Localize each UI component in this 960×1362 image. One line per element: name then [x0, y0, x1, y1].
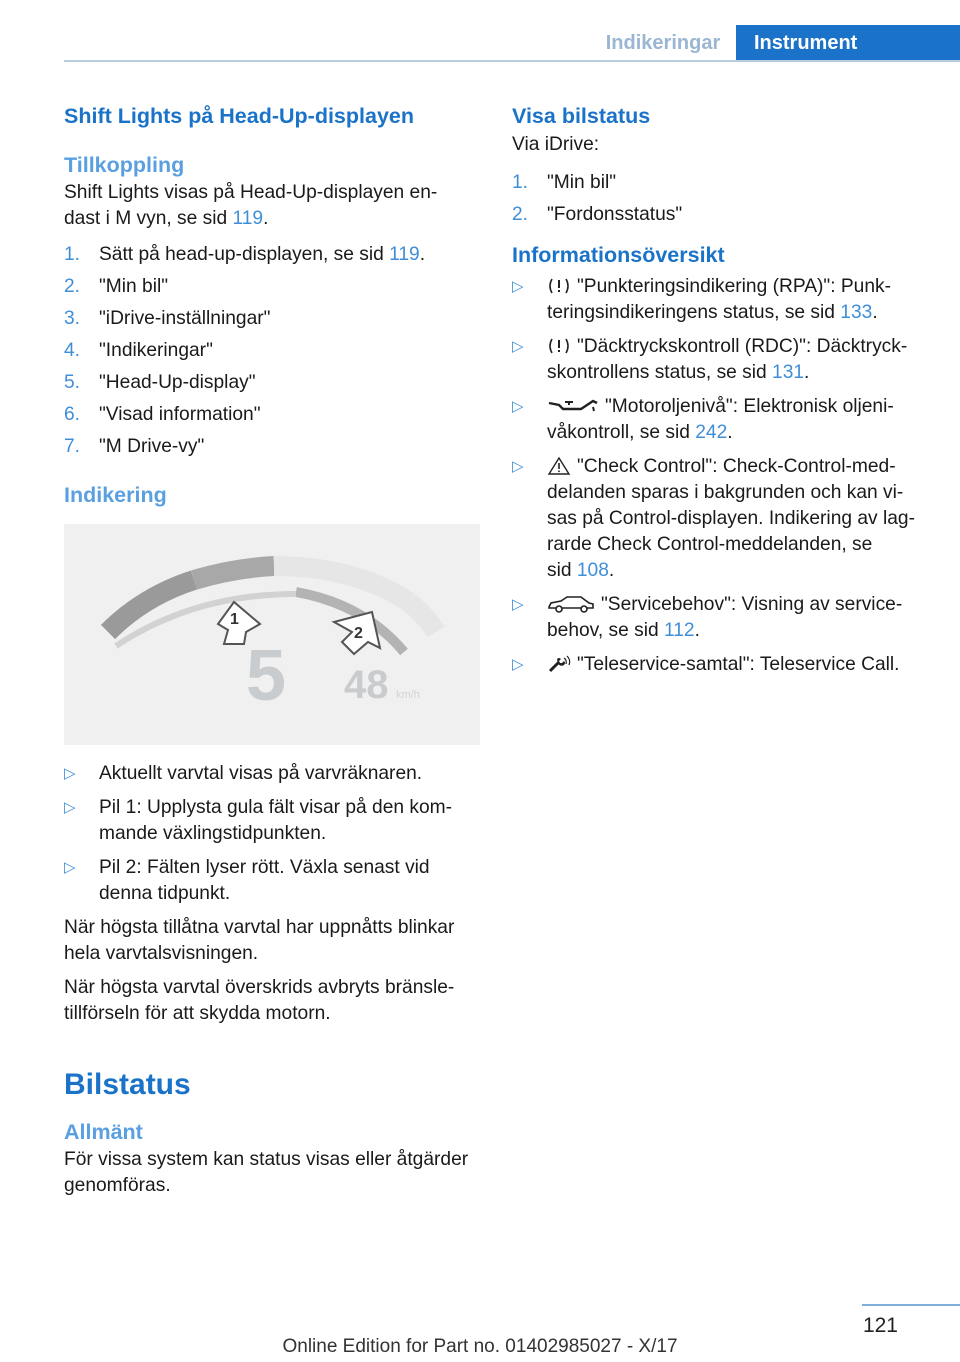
list-item: 4. "Indikeringar" — [64, 340, 213, 361]
paragraph-line: hela varvtalsvisningen. — [64, 943, 259, 964]
tire-warning-icon — [547, 277, 571, 295]
page-ref-link[interactable]: 119 — [232, 208, 264, 229]
list-item: 2. "Min bil" — [64, 276, 169, 297]
paragraph-line: För vissa system kan status visas eller åtgärder — [64, 1149, 469, 1170]
list-item: ▷ "Teleservice-samtal": Teleservice Call. — [512, 654, 900, 675]
list-item: ▷ Pil 1: Upplysta gula fält visar på den kom- mande växlingstidpunkten. — [64, 797, 453, 844]
subheading-informationsoversikt: Informationsöversikt — [512, 243, 725, 267]
page-ref-link[interactable]: 112 — [663, 620, 695, 641]
edition-footer: Online Edition for Part no. 01402985027 - X/17 — [282, 1336, 678, 1357]
left-column — [64, 100, 482, 1199]
page-ref-link[interactable]: 242 — [695, 422, 728, 443]
page-number: 121 — [862, 1314, 898, 1337]
subheading-allmant: Allmänt — [64, 1120, 143, 1144]
right-column — [512, 100, 932, 686]
list-item: 3. "iDrive-inställningar" — [64, 308, 271, 329]
page-ref-link[interactable]: 108 — [576, 560, 609, 581]
paragraph-line: tillförseln för att skydda motorn. — [64, 1003, 331, 1024]
page-ref-link[interactable]: 131 — [772, 362, 805, 383]
subheading-tillkoppling: Tillkoppling — [64, 153, 185, 177]
shift-lights-figure — [64, 524, 480, 745]
list-item: 1. "Min bil" — [512, 172, 617, 193]
oil-can-icon — [547, 397, 599, 415]
paragraph-line: När högsta varvtal överskrids avbryts bränsle- — [64, 977, 455, 998]
header-tab-indikeringar[interactable]: Indikeringar — [605, 32, 721, 54]
list-item: ▷ "Däcktryckskontroll (RDC)": Däcktryck- skontrollens status, se sid 131. — [512, 336, 908, 383]
list-item: ▷ Aktuellt varvtal visas på varvräknaren. — [64, 763, 423, 784]
paragraph-line: När högsta tillåtna varvtal har uppnåtts blinkar — [64, 917, 455, 938]
gear-number: 5 — [246, 636, 287, 716]
shift-lights-illustration — [64, 524, 480, 745]
car-service-icon — [547, 595, 595, 613]
tire-warning-icon — [547, 337, 571, 355]
speed-value: 48 — [344, 663, 389, 707]
section-title-shift-lights: Shift Lights på Head-Up-displayen — [64, 104, 414, 128]
list-item: 5. "Head-Up-display" — [64, 372, 256, 393]
indikering-bullets — [64, 761, 482, 907]
page-ref-link[interactable]: 133 — [840, 302, 873, 323]
info-overview-list — [512, 274, 932, 678]
page-ref-link[interactable]: 119 — [389, 244, 420, 265]
list-item: ▷ Pil 2: Fälten lyser rött. Växla senast vid denna tidpunkt. — [64, 857, 430, 904]
paragraph-line: genomföras. — [64, 1175, 171, 1196]
via-idrive: Via iDrive: — [512, 134, 600, 155]
list-item: ▷ "Servicebehov": Visning av service- behov, se sid 112. — [512, 594, 903, 641]
steps-list — [64, 242, 482, 460]
wrench-icon — [547, 655, 571, 673]
arrow-1-label: 1 — [230, 611, 239, 628]
list-item: 7. "M Drive-vy" — [64, 436, 205, 457]
warning-triangle-icon — [547, 457, 571, 475]
intro-line-1: Shift Lights visas på Head-Up-displayen en- — [64, 182, 438, 203]
subheading-indikering: Indikering — [64, 483, 167, 507]
list-item: 2. "Fordonsstatus" — [512, 204, 683, 225]
list-item: ▷ "Check Control": Check-Control-med- delanden sparas i bakgrunden och kan vi- sas på Control-displayen. Indikering av lag- rarde Check Control-meddelanden, se sid 108. — [512, 456, 915, 581]
header-rule — [64, 60, 960, 62]
section-title-visa-bilstatus: Visa bilstatus — [512, 104, 651, 128]
chapter-title-bilstatus: Bilstatus — [64, 1068, 191, 1101]
footer-rule — [862, 1304, 960, 1306]
list-item: ▷ "Punkteringsindikering (RPA)": Punk- teringsindikeringens status, se sid 133. — [512, 276, 891, 323]
arrow-2-label: 2 — [354, 625, 363, 642]
intro-line-2: dast i M vyn, se sid 119. — [64, 208, 269, 229]
list-item: 1. Sätt på head-up-displayen, se sid 119. — [64, 244, 426, 265]
header-tab-instrument[interactable]: Instrument — [736, 25, 960, 62]
list-item: 6. "Visad information" — [64, 404, 261, 425]
list-item: ▷ "Motoroljenivå": Elektronisk oljeni- våkontroll, se sid 242. — [512, 396, 894, 443]
speed-unit: km/h — [396, 689, 420, 701]
visa-steps-list — [512, 170, 932, 228]
